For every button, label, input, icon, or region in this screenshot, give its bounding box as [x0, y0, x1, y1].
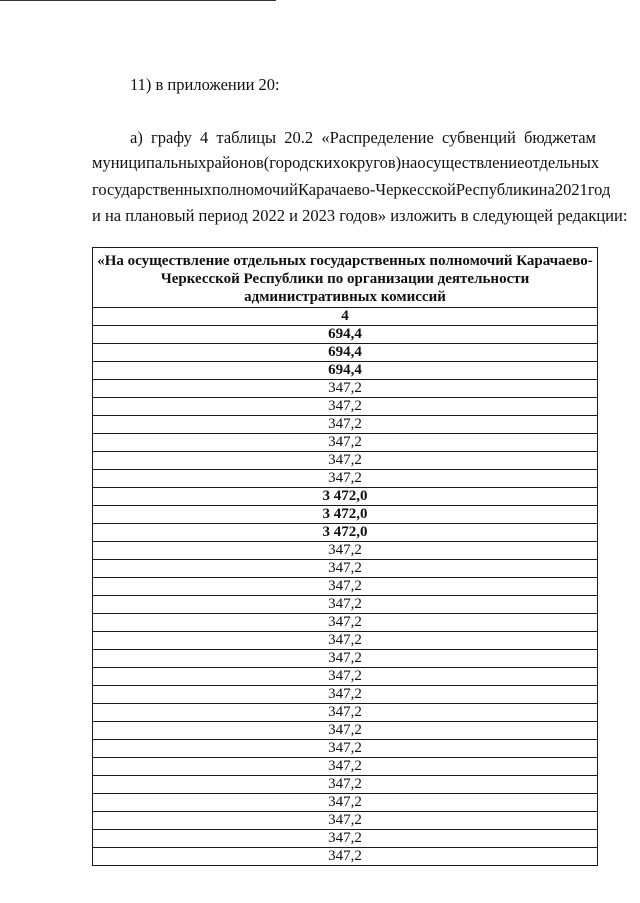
table-cell-value: 347,2 [93, 668, 598, 686]
paragraph-line-4: и на плановый период 2022 и 2023 годов» изложить в следующей редакции: [92, 206, 628, 225]
word: 4 [200, 128, 209, 147]
table-cell-value: 347,2 [93, 452, 598, 470]
table-cell-value: 347,2 [93, 560, 598, 578]
word: округов) [340, 153, 402, 172]
table-cell-value: 347,2 [93, 812, 598, 830]
table-header-row [93, 248, 598, 308]
table-cell-value: 347,2 [93, 380, 598, 398]
table-cell-value: 3 472,0 [93, 506, 598, 524]
top-rule [0, 0, 276, 1]
word: полномочий [211, 180, 298, 199]
table-row [93, 470, 598, 488]
table-cell-value: 347,2 [93, 794, 598, 812]
word: осуществление [417, 153, 525, 172]
table-cell-value: 347,2 [93, 596, 598, 614]
table-cell-value: 347,2 [93, 434, 598, 452]
table-row [93, 650, 598, 668]
table-row [93, 596, 598, 614]
table-row [93, 830, 598, 848]
word: а) [130, 128, 143, 147]
table-cell-value: 347,2 [93, 740, 598, 758]
table-row [93, 434, 598, 452]
table-row [93, 794, 598, 812]
table-row [93, 506, 598, 524]
word: отдельных [524, 153, 600, 172]
table-row [93, 416, 598, 434]
table-row [93, 362, 598, 380]
table-cell-value: 694,4 [93, 362, 598, 380]
table-cell-value: 347,2 [93, 614, 598, 632]
table-row [93, 524, 598, 542]
word: государственных [92, 180, 212, 199]
table-row [93, 776, 598, 794]
word: субвенций [442, 128, 516, 147]
table-row [93, 452, 598, 470]
word: графу [150, 128, 192, 147]
table-row [93, 560, 598, 578]
table-cell-value: 347,2 [93, 578, 598, 596]
paragraph-line-1 [92, 128, 596, 148]
table-cell-value: 347,2 [93, 686, 598, 704]
table-row [93, 380, 598, 398]
table-cell-value: 347,2 [93, 398, 598, 416]
table-row [93, 542, 598, 560]
word: на [401, 153, 418, 172]
table-cell-value: 347,2 [93, 848, 598, 866]
table-cell-value: 347,2 [93, 542, 598, 560]
word: «Распределение [321, 128, 434, 147]
word: 2021 [554, 180, 588, 199]
table-cell-value: 347,2 [93, 830, 598, 848]
table-cell-value: 3 472,0 [93, 524, 598, 542]
table-header-cell: «На осуществление отдельных государственных полномочий Карачаево-Черкесской Республики по организации деятельности административных комиссий [93, 248, 598, 308]
table-cell-value: 694,4 [93, 344, 598, 362]
subvention-table [92, 247, 598, 866]
word: Республики [455, 180, 539, 199]
table-row [93, 704, 598, 722]
table-row [93, 614, 598, 632]
word: (городских [263, 153, 341, 172]
table-cell-value: 347,2 [93, 758, 598, 776]
table-row [93, 488, 598, 506]
word: год [587, 180, 611, 199]
table-cell-value: 347,2 [93, 704, 598, 722]
paragraph-line-3 [92, 180, 611, 200]
table-row [93, 812, 598, 830]
table-row [93, 722, 598, 740]
table-row [93, 668, 598, 686]
table-cell-value: 347,2 [93, 722, 598, 740]
paragraph-line-2 [92, 153, 600, 173]
column-number-row [93, 308, 598, 326]
table-row [93, 686, 598, 704]
item-heading: 11) в приложении 20: [130, 75, 280, 94]
table-row [93, 848, 598, 866]
table-cell-value: 347,2 [93, 416, 598, 434]
word: бюджетам [524, 128, 596, 147]
table-row [93, 344, 598, 362]
table-cell-value: 347,2 [93, 470, 598, 488]
table-cell-value: 3 472,0 [93, 488, 598, 506]
table-cell-value: 347,2 [93, 776, 598, 794]
word: Карачаево-Черкесской [297, 180, 456, 199]
word: районов [206, 153, 264, 172]
column-number-cell: 4 [93, 308, 598, 326]
table-cell-value: 694,4 [93, 326, 598, 344]
word: на [538, 180, 555, 199]
table-row [93, 758, 598, 776]
table-row [93, 740, 598, 758]
word: таблицы [216, 128, 277, 147]
word: 20.2 [284, 128, 314, 147]
table-row [93, 398, 598, 416]
word: муниципальных [92, 153, 207, 172]
table-cell-value: 347,2 [93, 632, 598, 650]
table-cell-value: 347,2 [93, 650, 598, 668]
table-row [93, 578, 598, 596]
table-row [93, 632, 598, 650]
table-row [93, 326, 598, 344]
